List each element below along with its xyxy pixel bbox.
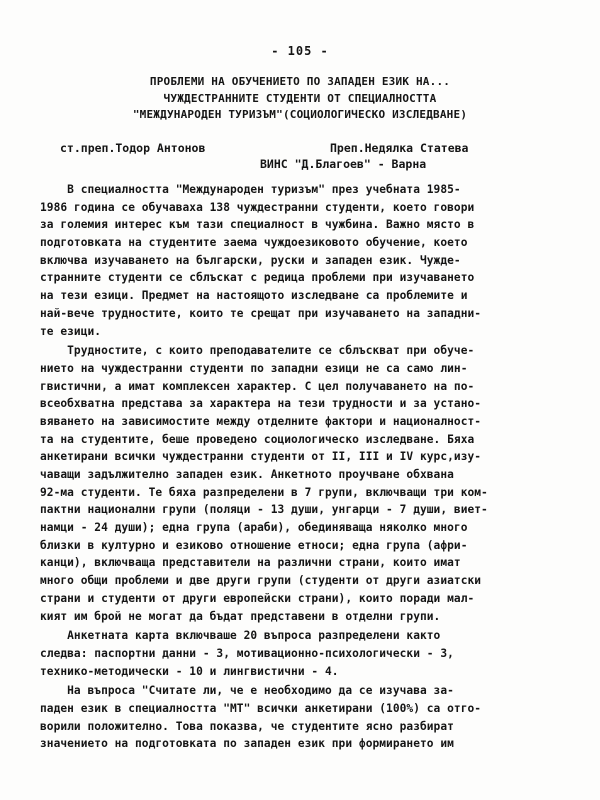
- text-line: следва: паспортни данни - 3, мотивационно-психологически - 3,: [40, 646, 454, 660]
- text-line: ворили положително. Това показва, че студентите ясно разбират: [40, 719, 454, 733]
- text-line: канци), включваща представители на различни страни, които имат: [40, 556, 461, 570]
- text-line: 92-ма студенти. Те бяха разпределени в 7 групи, включващи три ком-: [40, 485, 488, 499]
- title-line: ЧУЖДЕСТРАННИТЕ СТУДЕНТИ ОТ СПЕЦИАЛНОСТТА: [163, 91, 437, 105]
- text-line: страни и студенти от други европейски страни), които поради мал-: [40, 591, 475, 605]
- text-line: кият им брой не могат да бъдат представени в отделни групи.: [40, 609, 441, 623]
- article-title: [60, 74, 540, 124]
- text-line: анкетирани всички чуждестранни студенти от II, III и IV курс,изу-: [40, 450, 482, 464]
- text-line: на тези езици. Предмет на настоящото изследване са проблемите и: [40, 289, 468, 303]
- text-line: най-вече трудностите, които те срещат при изучаването на западни-: [40, 306, 482, 320]
- text-line: В специалността "Международен туризъм" през учебната 1985-: [40, 183, 461, 196]
- text-line: чаващи задължително западен език. Анкетното проучване обхвана: [40, 468, 454, 481]
- text-line: нието на чуждестранни студенти по западни езици не са само лин-: [40, 361, 468, 375]
- text-line: включва изучаването на български, руски и западен език. Чужде-: [40, 253, 461, 267]
- text-line: Трудностите, с които преподавателите се сблъскват при обуче-: [40, 344, 475, 358]
- body-text: [40, 181, 560, 753]
- text-line: странните студенти се сблъскат с редица проблеми при изучаването: [40, 271, 475, 285]
- title-line: "МЕЖДУНАРОДЕН ТУРИЗЪМ"(СОЦИОЛОГИЧЕСКО ИЗСЛЕДВАНЕ): [132, 108, 468, 121]
- text-line: гвистични, а имат комплексен характер. С цел получаването на по-: [40, 379, 475, 393]
- text-line: пактни национални групи (поляци - 13 души, унгарци - 7 души, виет-: [40, 503, 488, 517]
- text-line: всеобхватна представа за характера на тези трудности и за устано-: [40, 397, 482, 411]
- page-number: - 105 -: [271, 44, 329, 58]
- paragraph: [40, 627, 560, 680]
- text-line: та на студентите, беше проведено социологическо изследване. Бяха: [40, 432, 475, 446]
- text-line: подготовката на студентите заема чуждоезиковото обучение, което: [40, 236, 468, 250]
- author-right: Преп.Недялка Статева: [330, 141, 469, 155]
- text-line: На въпроса "Считате ли, че е необходимо да се изучава за-: [40, 684, 454, 698]
- text-line: значението на подготовката по западен език при формирането им: [40, 737, 454, 751]
- text-line: Анкетната карта включваше 20 въпроса разпределени както: [40, 629, 441, 643]
- text-line: намци - 24 души); една група (араби), обединяваща няколко много: [40, 521, 468, 535]
- text-line: те езици.: [40, 324, 102, 338]
- text-line: близки в културно и езиково отношение етноси; една група (афри-: [40, 538, 468, 552]
- text-line: много общи проблеми и две други групи (студенти от други азиатски: [40, 574, 482, 588]
- text-line: технико-методически - 10 и лингвистични - 4.: [40, 664, 339, 678]
- paragraph: [40, 342, 560, 625]
- text-line: вяването на зависимостите между отделните фактори и националност-: [40, 414, 482, 428]
- title-line: ПРОБЛЕМИ НА ОБУЧЕНИЕТО ПО ЗАПАДЕН ЕЗИК НА...: [149, 75, 451, 88]
- paragraph: [40, 181, 560, 340]
- text-line: за големия интерес към тази специалност в чужбина. Важно място в: [40, 218, 475, 232]
- text-line: паден език в специалността "МТ" всички анкетирани (100%) са отго-: [40, 701, 482, 715]
- institution: ВИНС "Д.Благоев" - Варна: [260, 157, 427, 171]
- paragraph: [40, 682, 560, 753]
- text-line: 1986 година се обучаваха 138 чуждестранни студенти, което говори: [40, 200, 475, 214]
- author-left: ст.преп.Тодор Антонов: [60, 141, 206, 155]
